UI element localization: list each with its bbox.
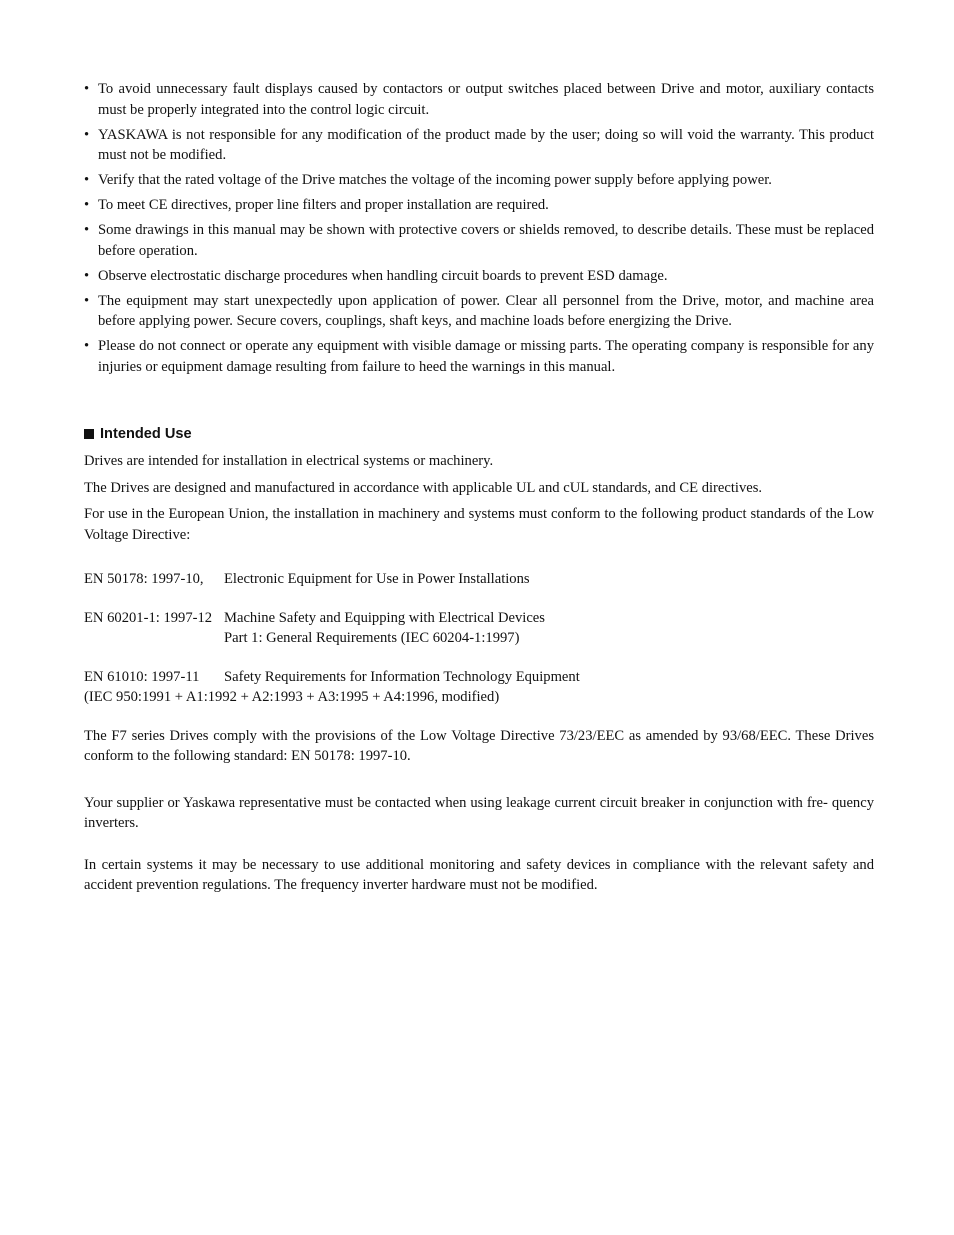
paragraph-intended-installation: Drives are intended for installation in electrical systems or machinery.: [84, 453, 494, 469]
bullet-text: Some drawings in this manual may be shown with protective covers or shields removed, to describe details. These must be replaced before operation.: [98, 222, 874, 259]
section-title: Intended Use: [100, 426, 192, 442]
standard-description-part: Part 1: General Requirements (IEC 60204-1:1997): [224, 630, 520, 646]
bullet-text: YASKAWA is not responsible for any modification of the product made by the user; doing so will void the warranty. This product must not be modified.: [98, 126, 874, 163]
square-bullet-icon: [84, 429, 94, 439]
standard-note: (IEC 950:1991 + A1:1992 + A2:1993 + A3:1995 + A4:1996, modified): [84, 689, 500, 705]
bullet-dot-icon: •: [84, 267, 90, 284]
standard-en60201: [84, 608, 874, 649]
bullet-item: [84, 170, 874, 191]
bullet-text: Observe electrostatic discharge procedures when handling circuit boards to prevent ESD damage.: [98, 267, 668, 284]
bullet-item: [84, 291, 874, 332]
bullet-dot-icon: •: [84, 81, 90, 97]
bullet-dot-icon: •: [84, 338, 90, 354]
bullet-dot-icon: •: [84, 197, 90, 213]
bullet-item: [84, 266, 874, 287]
standard-description: Electronic Equipment for Use in Power Installations: [224, 571, 530, 587]
safety-bullet-list: [84, 79, 874, 377]
bullet-text: To avoid unnecessary fault displays caused by contactors or output switches placed between Drive and motor, auxiliary contacts must be properly integrated into the control logic circuit.: [98, 81, 874, 118]
bullet-dot-icon: •: [84, 172, 90, 188]
bullet-item: [84, 336, 874, 377]
standard-code: EN 61010: 1997-11: [84, 668, 200, 685]
bullet-dot-icon: •: [84, 222, 90, 238]
bullet-item: [84, 125, 874, 166]
paragraph-additional-safety: In certain systems it may be necessary to use additional monitoring and safety devices in compliance with the relevant safety and accident prevention regulations. The frequency inverter hardware must not be modified.: [84, 856, 874, 893]
standard-code: EN 50178: 1997-10,: [84, 571, 204, 587]
paragraph-f7-compliance: The F7 series Drives comply with the provisions of the Low Voltage Directive 73/23/EEC as amended by 93/68/EEC. These Drives conform to the following standard: EN 50178: 1997-10.: [84, 727, 874, 764]
bullet-text: To meet CE directives, proper line filters and proper installation are required.: [98, 197, 549, 213]
bullet-text: Verify that the rated voltage of the Drive matches the voltage of the incoming power supply before applying power.: [98, 172, 772, 188]
standard-en61010: [84, 667, 874, 708]
bullet-dot-icon: •: [84, 292, 90, 309]
bullet-text: Please do not connect or operate any equipment with visible damage or missing parts. The operating company is responsible for any injuries or equipment damage resulting from failure to heed the warnings in this manual.: [98, 338, 874, 375]
bullet-text: The equipment may start unexpectedly upon application of power. Clear all personnel from the Drive, motor, and machine area before applying power. Secure covers, couplings, shaft keys, and machine loads before energizing the Drive.: [98, 292, 874, 329]
standard-code: EN 60201-1: 1997-12: [84, 609, 213, 626]
paragraph-eu-requirements: For use in the European Union, the installation in machinery and systems must conform to the following product standards of the Low Voltage Directive:: [84, 506, 874, 543]
section-heading-intended-use: [84, 424, 874, 444]
standard-description: Machine Safety and Equipping with Electrical Devices: [224, 609, 545, 626]
paragraph-supplier-contact: Your supplier or Yaskawa representative must be contacted when using leakage current circuit breaker in conjunction with fre- quency inverters.: [84, 794, 874, 831]
paragraph-standards-compliance: The Drives are designed and manufactured in accordance with applicable UL and cUL standards, and CE directives.: [84, 479, 763, 496]
bullet-dot-icon: •: [84, 126, 90, 143]
bullet-item: [84, 79, 874, 120]
bullet-item: [84, 195, 874, 216]
standard-description: Safety Requirements for Information Technology Equipment: [224, 668, 580, 685]
standard-en50178: [84, 569, 874, 590]
bullet-item: [84, 220, 874, 261]
document-page: [84, 79, 874, 896]
